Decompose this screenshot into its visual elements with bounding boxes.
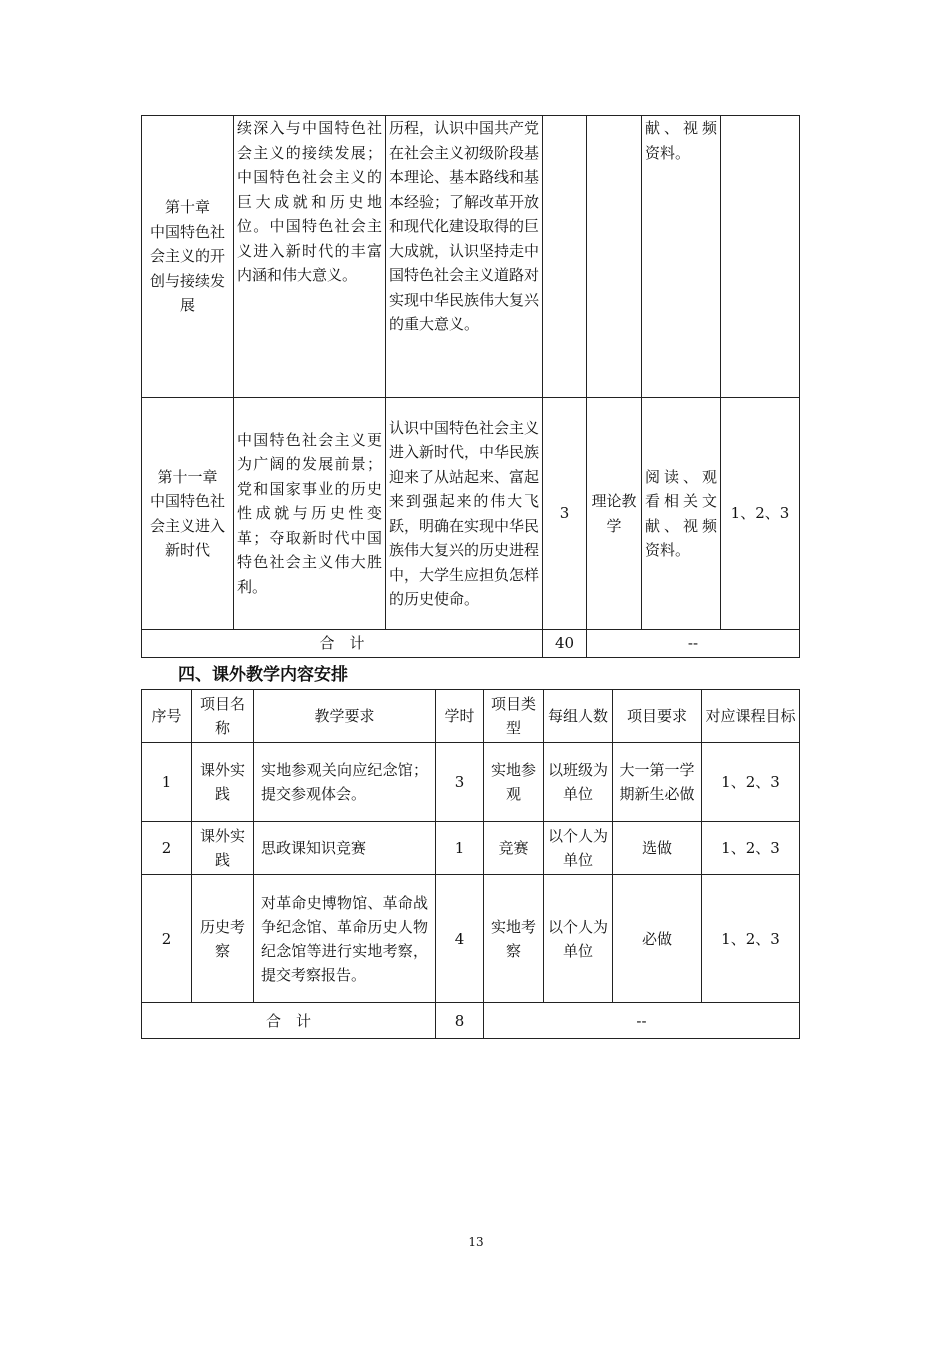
total-rest: -- <box>587 630 800 658</box>
name-cell: 课外实践 <box>192 822 254 875</box>
demand-cell: 必做 <box>613 875 702 1003</box>
header-seq: 序号 <box>142 690 192 743</box>
activity-cell: 献、视频资料。 <box>642 116 721 398</box>
target-cell: 1、2、3 <box>702 743 800 822</box>
objective-cell: 1、2、3 <box>721 398 800 630</box>
hours-cell: 1 <box>436 822 484 875</box>
method-cell: 理论教学 <box>587 398 642 630</box>
group-cell: 以个人为单位 <box>544 875 613 1003</box>
total-hours: 40 <box>543 630 587 658</box>
header-row <box>142 690 800 743</box>
activity-cell: 阅读、观看相关文献、视频资料。 <box>642 398 721 630</box>
table-row <box>142 875 800 1003</box>
target-cell: 1、2、3 <box>702 875 800 1003</box>
header-req: 教学要求 <box>254 690 436 743</box>
target-cell: 1、2、3 <box>702 822 800 875</box>
group-cell: 以个人为单位 <box>544 822 613 875</box>
chapter-cell: 第十章 中国特色社会主义的开创与接续发展 <box>142 116 234 398</box>
content-cell: 续深入与中国特色社会主义的接续发展；中国特色社会主义的巨大成就和历史地位。中国特色社会主义进入新时代的丰富内涵和伟大意义。 <box>234 116 386 398</box>
course-content-table <box>141 115 800 658</box>
type-cell: 竞赛 <box>484 822 544 875</box>
seq-cell: 1 <box>142 743 192 822</box>
req-cell: 对革命史博物馆、革命战争纪念馆、革命历史人物纪念馆等进行实地考察，提交考察报告。 <box>254 875 436 1003</box>
table-row <box>142 822 800 875</box>
req-cell: 思政课知识竞赛 <box>254 822 436 875</box>
objective-cell <box>721 116 800 398</box>
hours-cell: 4 <box>436 875 484 1003</box>
header-demand: 项目要求 <box>613 690 702 743</box>
page-number: 13 <box>468 1235 484 1249</box>
table-row <box>142 398 800 630</box>
hours-cell: 3 <box>543 398 587 630</box>
total-label: 合 计 <box>142 630 543 658</box>
demand-cell: 大一第一学期新生必做 <box>613 743 702 822</box>
header-target: 对应课程目标 <box>702 690 800 743</box>
goal-cell: 历程，认识中国共产党在社会主义初级阶段基本理论、基本路线和基本经验；了解改革开放和现代化建设取得的巨大成就，认识坚持走中国特色社会主义道路对实现中华民族伟大复兴的重大意义。 <box>386 116 543 398</box>
total-rest: -- <box>484 1003 800 1039</box>
hours-cell <box>543 116 587 398</box>
header-type: 项目类型 <box>484 690 544 743</box>
table-row <box>142 743 800 822</box>
name-cell: 历史考察 <box>192 875 254 1003</box>
seq-cell: 2 <box>142 875 192 1003</box>
goal-cell: 认识中国特色社会主义进入新时代，中华民族迎来了从站起来、富起来到强起来的伟大飞跃，明确在实现中华民族伟大复兴的历史进程中，大学生应担负怎样的历史使命。 <box>386 398 543 630</box>
total-row <box>142 1003 800 1039</box>
extracurricular-table <box>141 689 800 1039</box>
table-row <box>142 116 800 398</box>
chapter-cell: 第十一章 中国特色社会主义进入新时代 <box>142 398 234 630</box>
req-cell: 实地参观关向应纪念馆；提交参观体会。 <box>254 743 436 822</box>
section-title: 四、课外教学内容安排 <box>178 665 348 685</box>
header-name: 项目名称 <box>192 690 254 743</box>
group-cell: 以班级为单位 <box>544 743 613 822</box>
content-cell: 中国特色社会主义更为广阔的发展前景；党和国家事业的历史性成就与历史性变革；夺取新时代中国特色社会主义伟大胜利。 <box>234 398 386 630</box>
hours-cell: 3 <box>436 743 484 822</box>
seq-cell: 2 <box>142 822 192 875</box>
header-hours: 学时 <box>436 690 484 743</box>
name-cell: 课外实践 <box>192 743 254 822</box>
type-cell: 实地考察 <box>484 875 544 1003</box>
total-hours: 8 <box>436 1003 484 1039</box>
total-label: 合 计 <box>142 1003 436 1039</box>
method-cell <box>587 116 642 398</box>
demand-cell: 选做 <box>613 822 702 875</box>
type-cell: 实地参观 <box>484 743 544 822</box>
header-group: 每组人数 <box>544 690 613 743</box>
total-row <box>142 630 800 658</box>
